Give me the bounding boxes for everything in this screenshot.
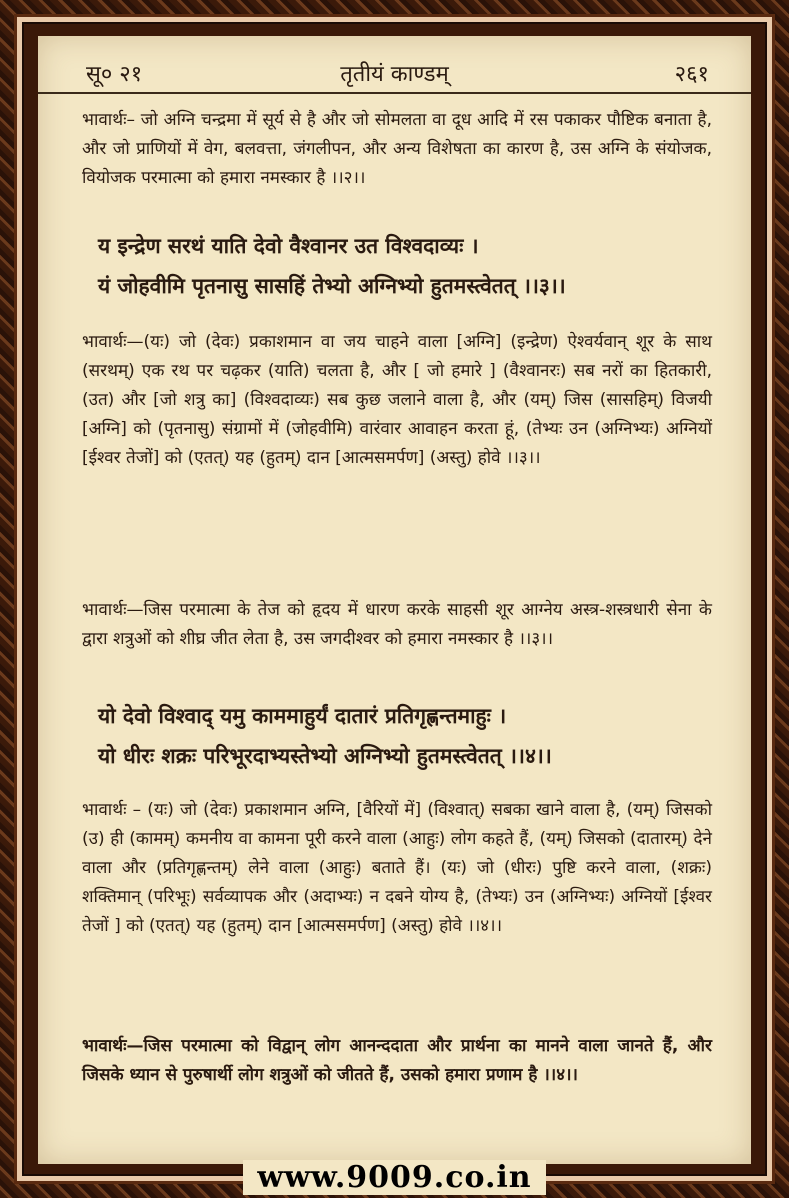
mantra-3-line-2: यं जोहवीमि पृतनासु सासहिं तेभ्यो अग्निभ्यो हुतमस्त्वेतत् ।।३।। — [98, 273, 566, 298]
sukta-number: सू० २१ — [86, 62, 143, 87]
bhavarth-3 — [82, 596, 712, 654]
mantra-4-line-2: यो धीरः शक्रः परिभूरदाभ्यस्तेभ्यो अग्निभ्यो हुतमस्त्वेतत् ।।४।। — [98, 743, 552, 768]
mantra-4-line-1: यो देवो विश्वाद् यमु काममाहुर्यं दातारं प्रतिगृह्णन्तमाहुः । — [98, 703, 507, 728]
padarth-3-text: भावार्थः—(यः) जो (देवः) प्रकाशमान वा जय चाहने वाला [अग्नि] (इन्द्रेण) ऐश्वर्यवान् शूर के साथ (सरथम्) एक रथ पर चढ़कर (याति) चलता है, और [ जो हमारे ] (वैश्वानरः) सब नरों का हितकारी, (उत) और [जो शत्रु का] (विश्वदाव्यः) सब कुछ जलाने वाला है, और (यम्) जिस (सासहिम्) विजयी [अग्नि] को (पृतनासु) संग्रामों में (जोहवीमि) वारंवार आवाहन करता हूं, (तेभ्यः उन (अग्निभ्यः) अग्नियों [ईश्वर तेजों] को (एतत्) यह (हुतम्) दान [आत्मसमर्पण] (अस्तु) होवे ।।३।। — [82, 332, 712, 468]
bhavarth-1-text: भावार्थः– जो अग्नि चन्द्रमा में सूर्य से है और जो सोमलता वा दूध आदि में रस पकाकर पौष्टिक बनाता है, और जो प्राणियों में वेग, बलवत्ता, जंगलीपन, और अन्य विशेषता का कारण है, उस अग्नि के संयोजक, वियोजक परमात्मा को हमारा नमस्कार है ।।२।। — [82, 110, 712, 188]
kanda-title: तृतीयं काण्डम् — [340, 62, 449, 87]
mantra-4 — [98, 696, 718, 776]
website-url: www.9009.co.in — [243, 1160, 545, 1195]
bhavarth-1 — [82, 106, 712, 193]
padarth-4 — [82, 796, 712, 941]
padarth-3 — [82, 328, 712, 473]
book-page — [38, 36, 751, 1164]
mantra-3 — [98, 226, 718, 306]
page-header — [38, 52, 751, 94]
padarth-4-text: भावार्थः – (यः) जो (देवः) प्रकाशमान अग्नि, [वैरियों में] (विश्वात्) सबका खाने वाला है, (यम्) जिसको (उ) ही (कामम्) कमनीय वा कामना पूरी करने वाला (आहुः) लोग कहते हैं, (यम्) जिसको (दातारम्) देने वाला और (प्रतिगृह्णन्तम्) लेने वाला (आहुः) बताते हैं। (यः) जो (धीरः) पुष्टि करने वाला, (शक्रः) शक्तिमान् (परिभूः) सर्वव्यापक और (अदाभ्यः) न दबने योग्य है, (तेभ्यः) उन (अग्निभ्यः) अग्नियों [ईश्वर तेजों ] को (एतत्) यह (हुतम्) दान [आत्मसमर्पण] (अस्तु) होवे ।।४।। — [82, 800, 712, 936]
website-watermark — [0, 1160, 789, 1195]
bhavarth-3-text: भावार्थः—जिस परमात्मा के तेज को हृदय में धारण करके साहसी शूर आग्नेय अस्त्र-शस्त्रधारी सेना के द्वारा शत्रुओं को शीघ्र जीत लेता है, उस जगदीश्वर को हमारा नमस्कार है ।।३।। — [82, 600, 712, 649]
bhavarth-4 — [82, 1032, 712, 1090]
page-number: २६१ — [674, 62, 709, 87]
bhavarth-4-text: भावार्थः—जिस परमात्मा को विद्वान् लोग आनन्ददाता और प्रार्थना का मानने वाला जानते हैं, और जिसके ध्यान से पुरुषार्थी लोग शत्रुओं को जीतते हैं, उसको हमारा प्रणाम है ।।४।। — [82, 1036, 712, 1085]
mantra-3-line-1: य इन्द्रेण सरथं याति देवो वैश्वानर उत विश्वदाव्यः । — [98, 233, 479, 258]
